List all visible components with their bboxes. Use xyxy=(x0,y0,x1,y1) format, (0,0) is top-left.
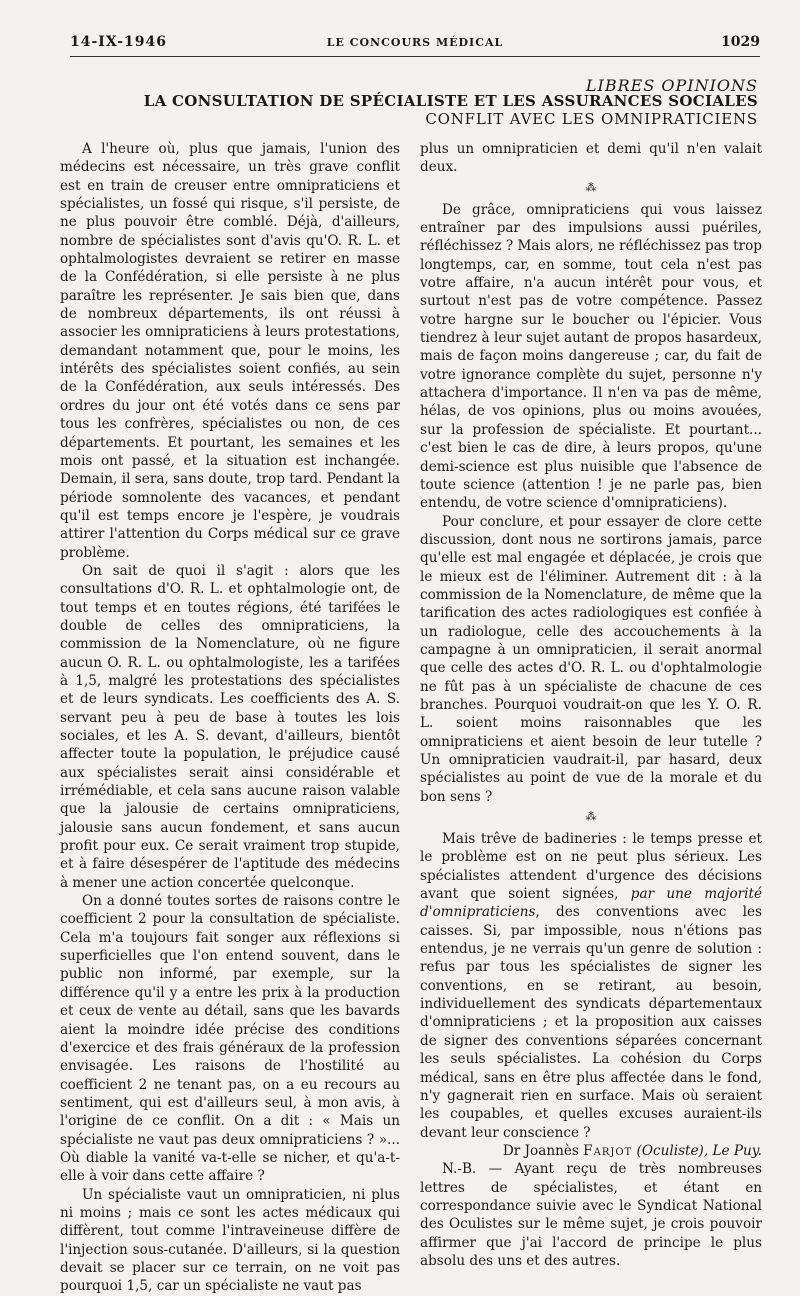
article-subtitle: CONFLIT AVEC LES OMNIPRATICIENS xyxy=(425,110,758,128)
paragraph: De grâce, omnipraticiens qui vous laissez entraîner par des impulsions aussi puériles, réfléchissez ? Mais alors, ne réfléchissez pas trop longtemps, car, en somme, tout cela n'est pas votre affaire, n'a aucun intérêt pour vous, et surtout n'est pas de votre compétence. Passez votre hargne sur le boucher ou l'épicier. Vous tiendrez à leur sujet autant de propos hasardeux, mais de façon moins dangereuse ; car, du fait de votre ignorance complète du sujet, personne n'y attachera d'importance. Il n'en va pas de même, hélas, de vos opinions, plus ou moins avouées, sur la profession de spécialiste. Et pourtant... c'est bien le cas de dire, à leurs propos, qu'une demi-science est plus nuisible que l'absence de toute science (attention ! je ne parle pas, bien entendu, de votre science d'omnipraticiens). xyxy=(420,201,762,512)
text-span: Mais trêve de badineries : le temps presse et le problème est on ne peut plus sérieux. Les spécialistes attendent d'urgence des décisions avant que soient signées, xyxy=(420,831,762,903)
text-span: , des conventions avec les caisses. Si, par impossible, nous n'étions pas entendus, je ne verrais qu'un genre de solution : refus par tous les spécialistes de signer les conventions, en se retirant, au besoin, individuellement des syndicats départementaux d'omnipraticiens ; et la proposition aux caisses de signer des conventions séparées concernant les seuls spécialistes. La cohésion du Corps médical, sans en être plus affectée dans le fond, n'y gagnerait rien en surface. Mais où seraient les coupables, et quelles excuses auraient-ils devant leur conscience ? xyxy=(420,904,762,1141)
paragraph: On sait de quoi il s'agit : alors que les consultations d'O. R. L. et ophtalmologie ont, de tout temps et en toutes régions, été tarifées le double de celles des omnipraticiens, la commission de la Nomenclature, où ne figure aucun O. R. L. ou ophtalmologiste, les a tarifées à 1,5, malgré les protestations des spécialistes et de leurs syndicats. Les coefficients des A. S. servant peu à peu de base à toutes les lois sociales, et les A. S. devant, d'ailleurs, bientôt affecter toute la population, le préjudice causé aux spécialistes serait ainsi considérable et irrémédiable, et cela sans aucune raison valable que la jalousie de certains omnipraticiens, jalousie sans aucun fondement, et sans aucun profit pour eux. Ce serait vraiment trop stupide, et à faire désespérer de l'aptitude des médecins à mener une action concertée quelconque. xyxy=(60,562,400,891)
author-signature xyxy=(420,1142,762,1160)
author-surname: Farjot xyxy=(583,1142,633,1159)
running-header xyxy=(70,34,760,57)
paragraph: Pour conclure, et pour essayer de clore cette discussion, dont nous ne sortirons jamais, parce qu'elle est mal engagée et déplacée, je crois que le mieux est de l'éliminer. Autrement dit : à la commission de la Nomenclature, de même que la tarification des actes radiologiques est confiée à un radiologue, celle des accouchements à la campagne à un omnipraticien, il serait anormal que celle des actes d'O. R. L. ou d'ophtalmologie ne fût pas à un spécialiste de chacune de ces branches. Pourquoi voudrait-on que les Y. O. R. L. soient moins raisonnables que les omnipraticiens et aient besoin de leur tutelle ? Un omnipraticien vaudrait-il, par hasard, deux spécialistes au point de vue de la morale et du bon sens ? xyxy=(420,513,762,805)
paragraph xyxy=(420,830,762,1142)
paragraph-continued: plus un omnipraticien et demi qu'il n'en valait deux. xyxy=(420,141,762,176)
paragraph: Un spécialiste vaut un omnipraticien, ni plus ni moins ; mais ce sont les actes médicaux qui diffèrent, tout comme l'intraveineuse diffère de l'injection sous-cutanée. D'ailleurs, si la question devait se placer sur ce terrain, on ne voit pas pourquoi 1,5, car un spécialiste ne vaut pas xyxy=(60,1186,400,1295)
section-rubric: LIBRES OPINIONS xyxy=(585,76,758,95)
paragraph: On a donné toutes sortes de raisons contre le coefficient 2 pour la consultation de spécialiste. Cela m'a toujours fait songer aux réflexions si superficielles que l'on entend souvent, dans le public non informé, par exemple, sur la différence qu'il y a entre les prix à la production et ceux de vente au détail, sans que les bavards aient la moindre idée précise des conditions d'exercice et des frais généraux de la profession envisagée. Les raisons de l'hostilité au coefficient 2 ne tenant pas, on a eu recours au sentiment, qui est d'ailleurs seul, à mon avis, à l'origine de ce conflit. On a dit : « Mais un spécialiste ne vaut pas deux omnipraticiens ? »... Où diable la vanité va-t-elle se nicher, et qu'a-t-elle à voir dans cette affaire ? xyxy=(60,893,400,1185)
section-separator: ⁂ xyxy=(585,180,597,194)
nota-bene: N.-B. — Ayant reçu de très nombreuses lettres de spécialistes, et étant en correspondance suivie avec le Syndicat National des Oculistes sur le même sujet, je crois pouvoir affirmer que j'ai l'accord de principe le plus absolu des uns et des autres. xyxy=(420,1161,762,1269)
journal-name: LE CONCOURS MÉDICAL xyxy=(326,36,504,49)
page-number: 1029 xyxy=(721,34,760,50)
emphasis-text: par une majorité d'omnipraticiens xyxy=(420,886,762,921)
signature-prefix: Dr Joannès xyxy=(502,1142,584,1159)
paragraph: A l'heure où, plus que jamais, l'union des médecins est nécessaire, un très grave conflit est en train de creuser entre omnipraticiens et spécialistes, un fossé qui risque, s'il persiste, de ne plus pouvoir être comblé. Déjà, d'ailleurs, nombre de spécialistes sont d'avis qu'O. R. L. et ophtalmologistes devraient se retirer en masse de la Confédération, si elle persiste à ne plus paraître les représenter. Je sais bien que, dans de nombreux départements, ils ont réussi à associer les omnipraticiens à leurs protestations, demandant notamment que, pour le moins, les intérêts des spécialistes soient confiés, au sein de la Confédération, aux seuls intéressés. Des ordres du jour ont été votés dans ce sens par tous les confrères, spécialistes ou non, de ces départements. Et pourtant, les semaines et les mois ont passé, et la situation est inchangée. Demain, il sera, sans doute, trop tard. Pendant la période somnolente des vacances, et pendant qu'il est temps encore je l'espère, je voudrais attirer l'attention du Corps médical sur ce grave problème. xyxy=(60,141,400,561)
article-title: LA CONSULTATION DE SPÉCIALISTE ET LES ASSURANCES SOCIALES xyxy=(143,92,758,110)
author-details: (Oculiste), Le Puy. xyxy=(632,1142,762,1159)
left-column xyxy=(60,140,400,1296)
right-column xyxy=(420,140,762,1270)
issue-date: 14-IX-1946 xyxy=(70,34,167,50)
section-separator: ⁂ xyxy=(585,810,597,824)
